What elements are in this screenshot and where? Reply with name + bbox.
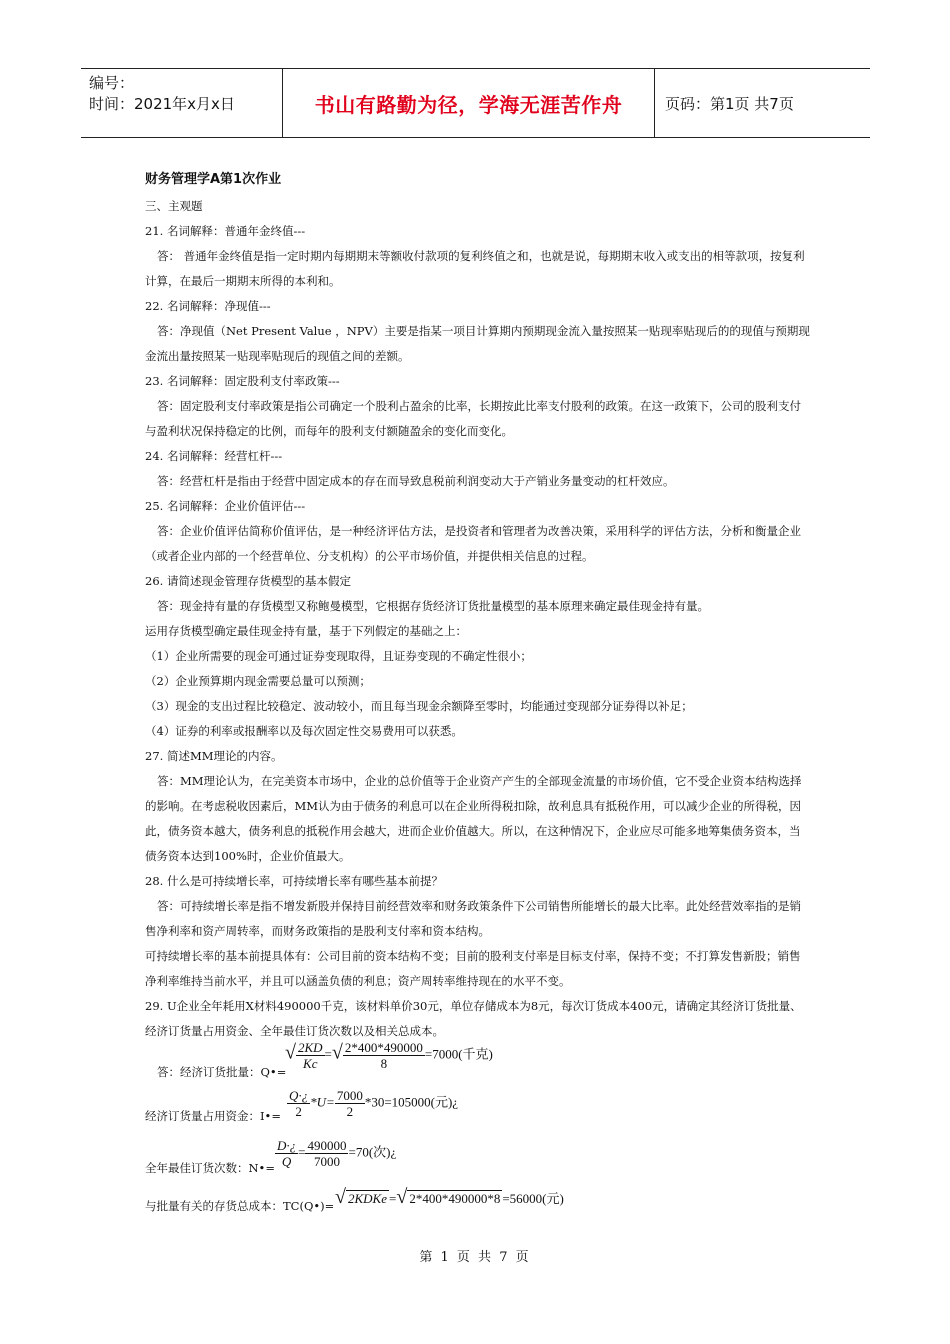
formula-2-result: *30=105000(元)¿ <box>364 1094 459 1110</box>
question-23: 23. 名词解释：固定股利支付率政策--- <box>145 374 340 388</box>
header-left-cell <box>81 69 282 137</box>
formula-2-den2: 2 <box>346 1104 354 1119</box>
formula-2 <box>287 1088 458 1119</box>
motto-text: 书山有路勤为径，学海无涯苦作舟 <box>314 92 623 117</box>
answer-25: 答：企业价值评估简称价值评估，是一种经济评估方法，是投资者和管理者为改善决策，采用科学的评估方法，分析和衡量企业（或者企业内部的一个经营单位、分支机构）的公平市场价值，并提供相关信息的过程。 <box>145 524 801 563</box>
formula-4-sqrt1: 2KDKe <box>347 1191 387 1206</box>
formula-2-num1: Q·¿ <box>289 1088 309 1103</box>
formula-1-num1: 2KD <box>297 1040 323 1055</box>
page-info: 页码：第1页 共7页 <box>665 94 794 113</box>
formula-3-den1: Q <box>281 1154 292 1169</box>
question-27: 27. 简述MM理论的内容。 <box>145 749 283 763</box>
formula-1-den1: Kc <box>303 1056 318 1071</box>
answer-21: 答： 普通年金终值是指一定时期内每期期末等额收付款项的复利终值之和，也就是说，每期期末收入或支出的相等款项，按复利计算，在最后一期期末所得的本利和。 <box>145 249 805 288</box>
document-number-label: 编号： <box>89 74 135 92</box>
question-24: 24. 名词解释：经营杠杆--- <box>145 449 283 463</box>
formula-4: √ 2KDKe =√ 2*400*490000*8 =56000(元) <box>335 1186 564 1208</box>
formula-1-den2: 8 <box>380 1056 388 1071</box>
answer-28: 答：可持续增长率是指不增发新股并保持目前经营效率和财务政策条件下公司销售所能增长的最大比率。此处经营效率指的是销售净利率和资产周转率，而财务政策指的是股利支付率和资本结构。 <box>145 899 801 938</box>
formula-3-den2: 7000 <box>313 1154 340 1169</box>
document-title: 财务管理学A第1次作业 <box>145 172 282 187</box>
assumption-2: （2）企业预算期内现金需要总量可以预测； <box>145 674 371 688</box>
section-heading: 三、主观题 <box>145 199 203 213</box>
formula-1-label: 答：经济订货批量：Q•= <box>157 1065 287 1079</box>
assumption-3: （3）现金的支出过程比较稳定、波动较小，而且每当现金余额降至零时，均能通过变现部分证券得以补足； <box>145 699 693 713</box>
formula-3-num2: 490000 <box>307 1138 347 1153</box>
answer-23: 答：固定股利支付率政策是指公司确定一个股利占盈余的比率，长期按此比率支付股利的政策。在这一政策下，公司的股利支付与盈利状况保持稳定的比例，而每年的股利支付额随盈余的变化而变化。 <box>145 399 801 438</box>
formula-2-mid: *U= <box>310 1094 335 1110</box>
answer-28-premises: 可持续增长率的基本前提具体有：公司目前的资本结构不变；目前的股利支付率是目标支付率，保持不变；不打算发售新股；销售净利率维持当前水平，并且可以涵盖负债的利息；资产周转率维持现在的水平不变。 <box>145 949 801 988</box>
formula-2-label: 经济订货量占用资金：I•= <box>145 1109 281 1123</box>
formula-4-label: 与批量有关的存货总成本：TC(Q•)= <box>145 1199 335 1213</box>
formula-1: √ $\frac{2KD}{Kc}$ =√ $\frac{2*400*490000}{8}$ =7000(千克) <box>285 1040 493 1071</box>
page-footer: 第 1 页 共 7 页 <box>419 1250 531 1265</box>
answer-26-intro: 运用存货模型确定最佳现金持有量，基于下列假定的基础之上： <box>145 624 467 638</box>
question-22: 22. 名词解释：净现值--- <box>145 299 271 313</box>
question-28: 28. 什么是可持续增长率，可持续增长率有哪些基本前提？ <box>145 874 443 888</box>
answer-27: 答：MM理论认为，在完美资本市场中，企业的总价值等于企业资产产生的全部现金流量的市场价值，它不受企业资本结构选择的影响。在考虑税收因素后，MM认为由于债务的利息可以在企业所得税扣除，故利息具有抵税作用，可以减少企业的所得税，因此，债务资本越大，债务利息的抵税作用会越大，进而企业价值越大。所以，在这种情况下，企业应尽可能多地筹集债务资本，当债务资本达到100%时，企业价值最大。 <box>145 774 802 863</box>
assumption-1: （1）企业所需要的现金可通过证券变现取得，且证券变现的不确定性很小； <box>145 649 532 663</box>
answer-22: 答：净现值（Net Present Value ，NPV）主要是指某一项目计算期内预期现金流入量按照某一贴现率贴现后的的现值与预期现金流出量按照某一贴现率贴现后的现值之间的差额。 <box>145 324 810 363</box>
assumption-4: （4）证券的利率或报酬率以及每次固定性交易费用可以获悉。 <box>145 724 463 738</box>
answer-24: 答：经营杠杆是指由于经营中固定成本的存在而导致息税前利润变动大于产销业务量变动的杠杆效应。 <box>157 474 675 488</box>
formula-4-sqrt2: 2*400*490000*8 <box>409 1191 501 1206</box>
formula-4-result: =56000(元) <box>502 1191 564 1206</box>
header-motto-cell <box>282 69 655 137</box>
formula-3: $\frac{D\cdot¿}{Q}$ = $\frac{490000}{7000}$ =70(次)¿ <box>277 1138 397 1169</box>
page-header <box>81 68 870 138</box>
formula-3-label: 全年最佳订货次数：N•= <box>145 1161 275 1175</box>
question-29: 29. U企业全年耗用X材料490000千克，该材料单价30元，单位存储成本为8元，每次订货成本400元，请确定其经济订货批量、经济订货量占用资金、全年最佳订货次数以及相关总成本。 <box>145 999 802 1038</box>
question-25: 25. 名词解释：企业价值评估--- <box>145 499 306 513</box>
header-page-cell <box>655 69 870 137</box>
question-26: 26. 请简述现金管理存货模型的基本假定 <box>145 574 351 588</box>
formula-3-result: =70(次)¿ <box>348 1144 397 1160</box>
formula-1-num2: 2*400*490000 <box>344 1040 423 1055</box>
formula-2-num2: 7000 <box>336 1088 363 1103</box>
formula-1-result: =7000(千克) <box>424 1046 493 1062</box>
formula-3-num1: D·¿ <box>277 1138 297 1153</box>
answer-26: 答：现金持有量的存货模型又称鲍曼模型，它根据存货经济订货批量模型的基本原理来确定最佳现金持有量。 <box>157 599 709 613</box>
date-label: 时间：2021年x月x日 <box>89 95 235 113</box>
document-body <box>145 170 810 1044</box>
question-21: 21. 名词解释：普通年金终值--- <box>145 224 306 238</box>
formula-2-den1: 2 <box>295 1104 302 1119</box>
